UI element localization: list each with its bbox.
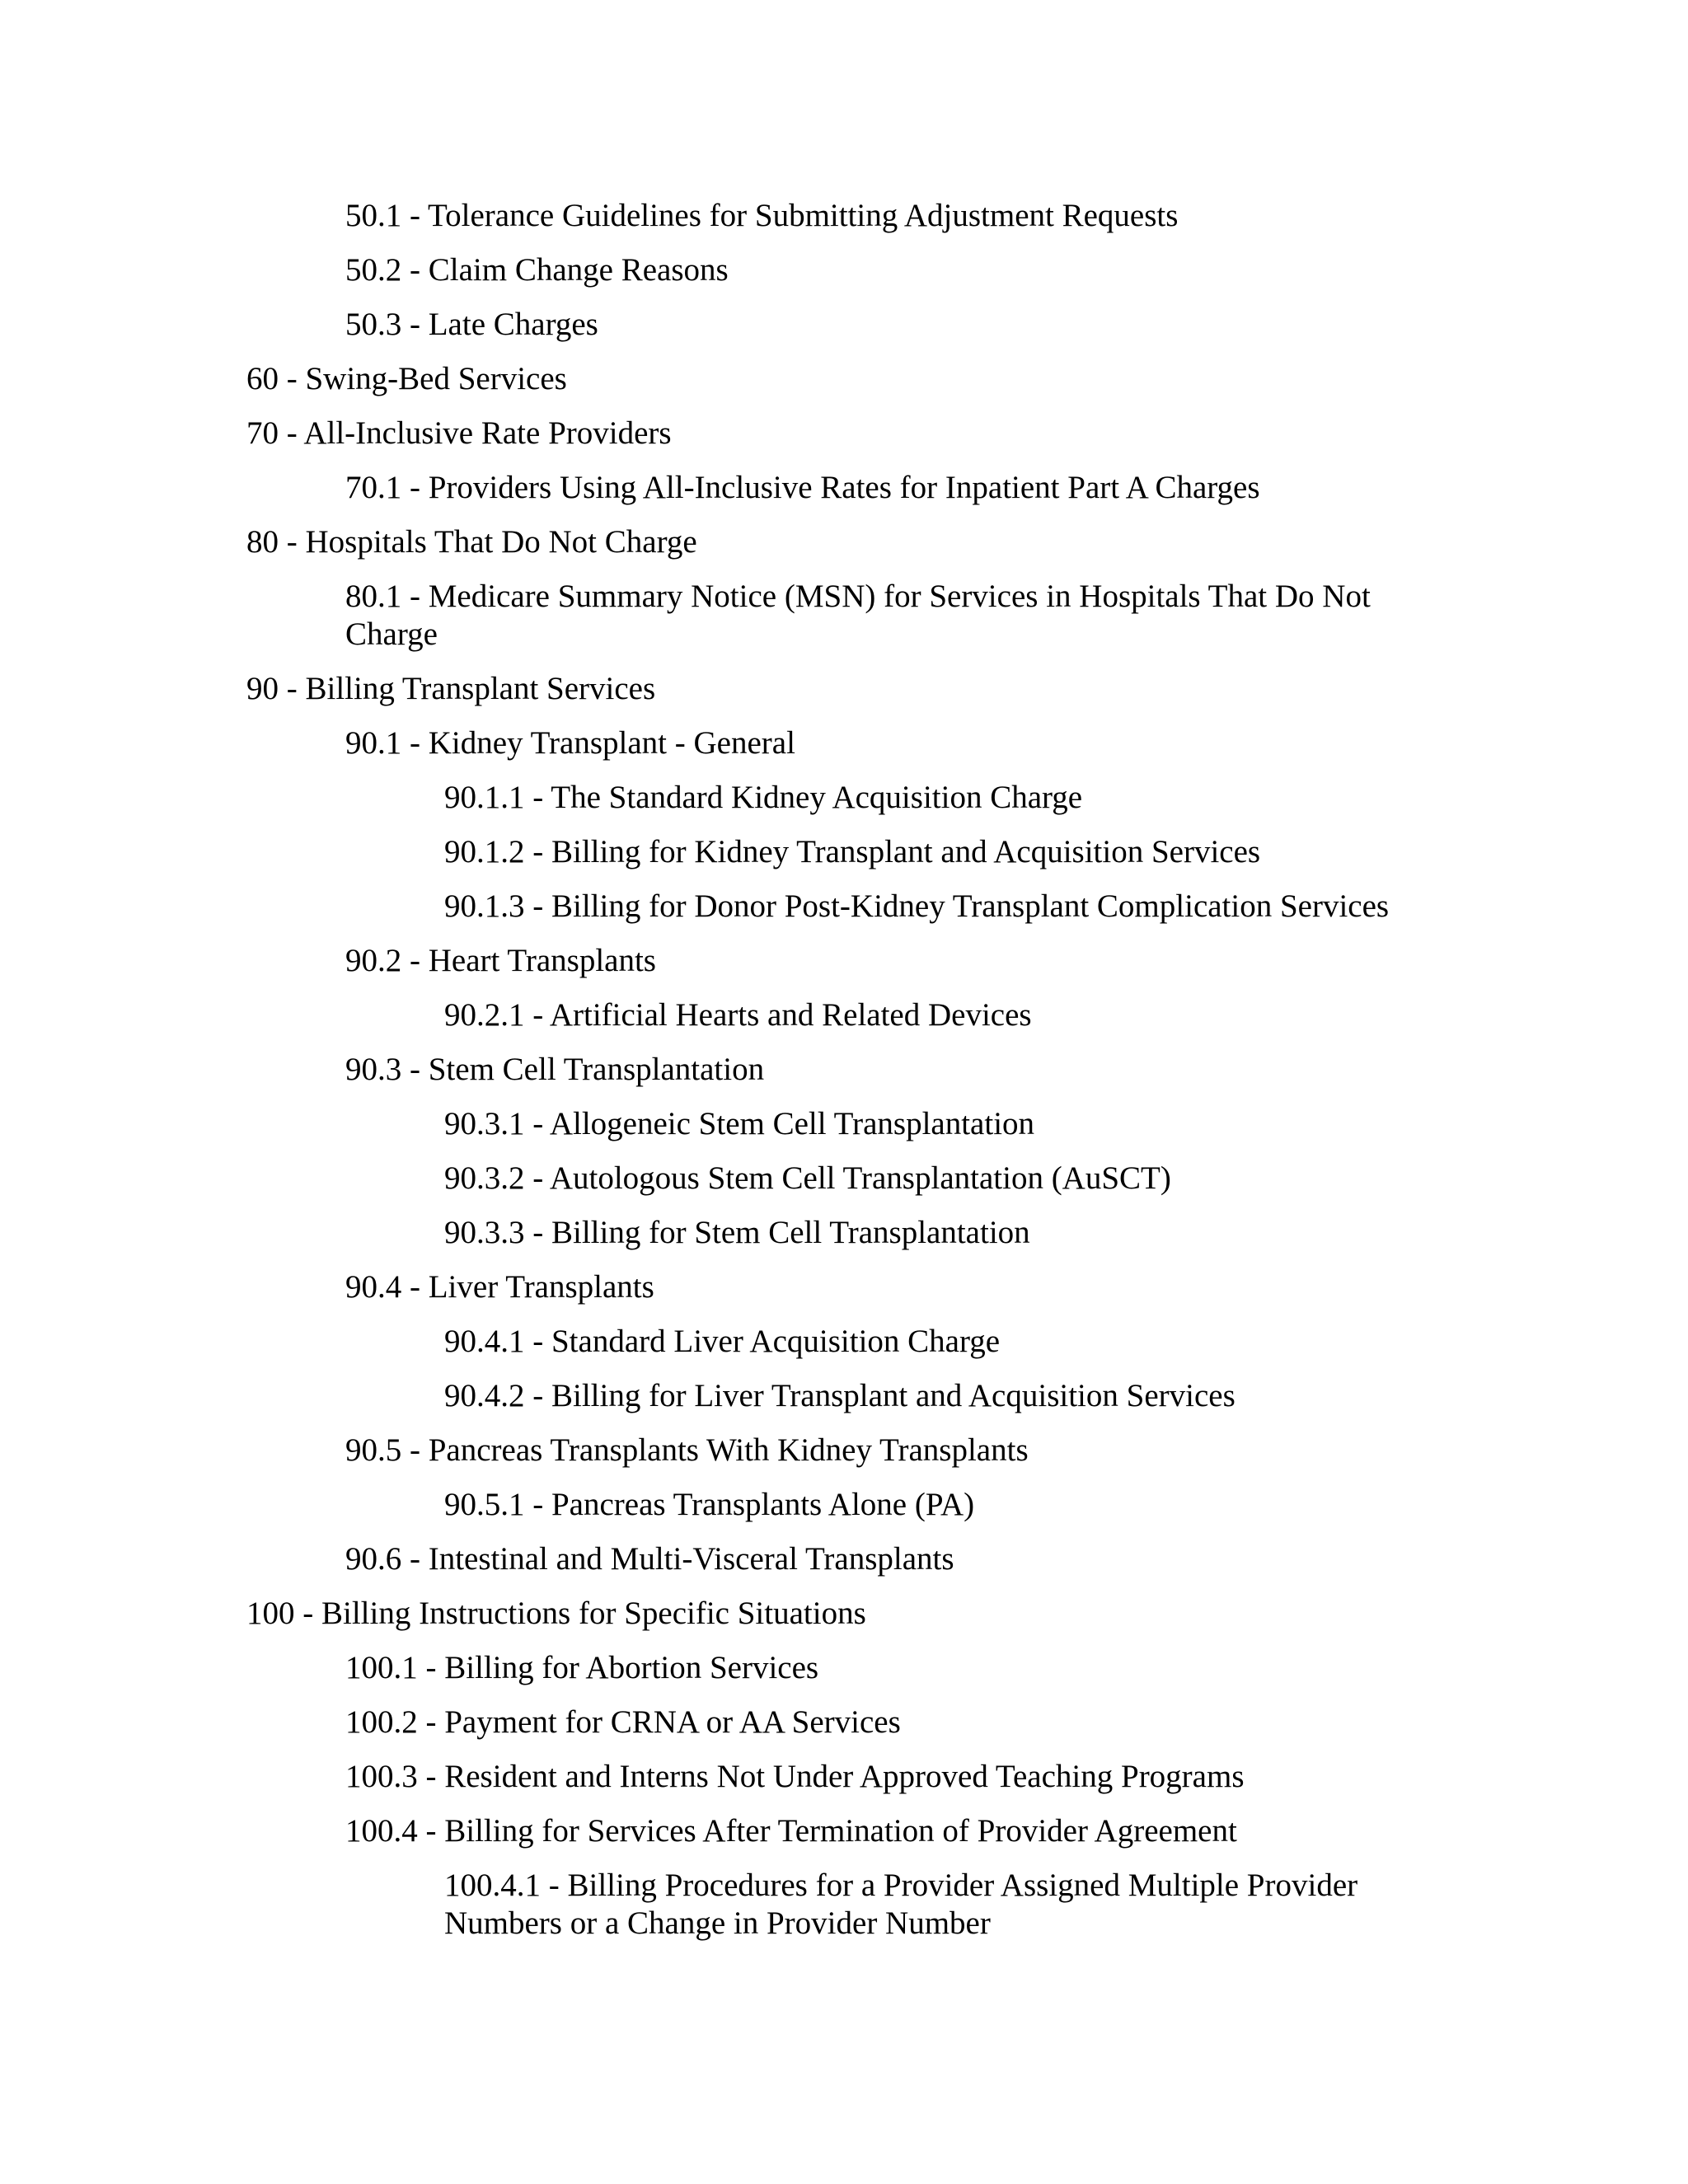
toc-entry: 90.1 - Kidney Transplant - General xyxy=(345,725,795,761)
toc-entry: 90.2 - Heart Transplants xyxy=(345,943,656,978)
toc-entry: 60 - Swing-Bed Services xyxy=(246,361,567,396)
toc-entry: 90.1.3 - Billing for Donor Post-Kidney Transplant Complication Services xyxy=(444,888,1390,924)
toc-entry: 90.6 - Intestinal and Multi-Visceral Transplants xyxy=(345,1541,954,1577)
toc-entry: 80.1 - Medicare Summary Notice (MSN) for Services in Hospitals That Do Not Charge xyxy=(345,579,1371,652)
toc-entry: 100.2 - Payment for CRNA or AA Services xyxy=(345,1704,901,1740)
toc-entry: 90.2.1 - Artificial Hearts and Related Devices xyxy=(444,997,1032,1033)
toc-entry: 90.4 - Liver Transplants xyxy=(345,1269,654,1305)
toc-entry: 50.1 - Tolerance Guidelines for Submitting Adjustment Requests xyxy=(345,198,1179,233)
toc-entry: 90.3.1 - Allogeneic Stem Cell Transplantation xyxy=(444,1106,1035,1141)
toc-entry: 80 - Hospitals That Do Not Charge xyxy=(246,524,697,560)
toc-entry: 100.3 - Resident and Interns Not Under Approved Teaching Programs xyxy=(345,1759,1245,1794)
toc-entry: 100 - Billing Instructions for Specific Situations xyxy=(246,1596,866,1631)
toc-entry: 90.1.2 - Billing for Kidney Transplant and Acquisition Services xyxy=(444,834,1261,869)
toc-entry: 50.3 - Late Charges xyxy=(345,307,598,342)
toc-entry: 90.3.2 - Autologous Stem Cell Transplantation (AuSCT) xyxy=(444,1160,1171,1196)
toc-entry: 100.4.1 - Billing Procedures for a Provider Assigned Multiple Provider Numbers or a Change in Provider Number xyxy=(444,1868,1358,1941)
toc-entry: 90.4.1 - Standard Liver Acquisition Charge xyxy=(444,1324,1001,1359)
toc-entry: 90.5.1 - Pancreas Transplants Alone (PA) xyxy=(444,1487,975,1522)
toc-entry: 90.4.2 - Billing for Liver Transplant and Acquisition Services xyxy=(444,1378,1236,1413)
toc-entry: 50.2 - Claim Change Reasons xyxy=(345,252,729,288)
toc-entry: 90.3.3 - Billing for Stem Cell Transplantation xyxy=(444,1215,1030,1250)
toc-entry: 100.4 - Billing for Services After Termination of Provider Agreement xyxy=(345,1813,1237,1849)
toc-entry: 90.3 - Stem Cell Transplantation xyxy=(345,1052,765,1087)
toc-entry: 70 - All-Inclusive Rate Providers xyxy=(246,415,672,451)
toc-entry: 70.1 - Providers Using All-Inclusive Rates for Inpatient Part A Charges xyxy=(345,470,1260,505)
toc-entry: 90.1.1 - The Standard Kidney Acquisition Charge xyxy=(444,780,1083,815)
toc-entry: 90 - Billing Transplant Services xyxy=(246,671,656,706)
toc-entry: 100.1 - Billing for Abortion Services xyxy=(345,1650,819,1685)
toc-entry: 90.5 - Pancreas Transplants With Kidney Transplants xyxy=(345,1432,1029,1468)
